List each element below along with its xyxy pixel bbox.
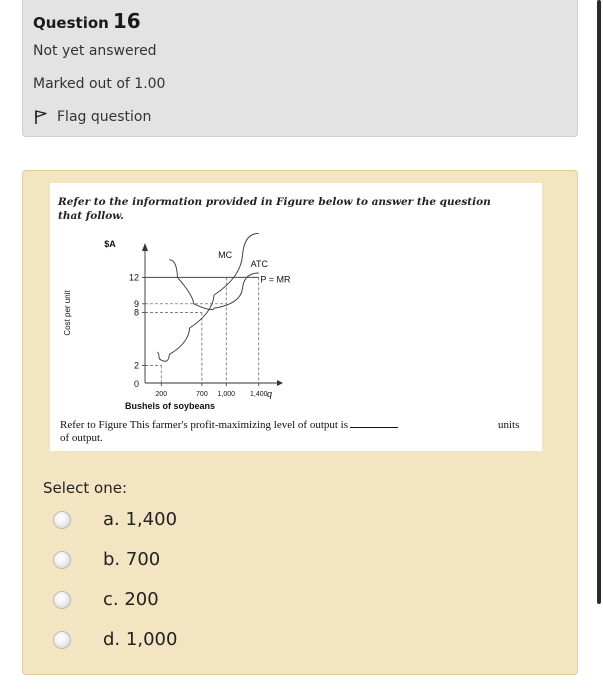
question-number: 16 (112, 9, 141, 33)
y-tick-0: 0 (133, 379, 139, 389)
question-prompt-tail: of output. (60, 432, 103, 444)
option-b[interactable] (53, 549, 160, 570)
x-axis-label: Bushels of soybeans (124, 401, 216, 411)
x-tick-200: 200 (155, 391, 168, 398)
question-prompt-text: Refer to Figure This farmer's profit-maximizing level of output is (60, 419, 349, 431)
question-marks: Marked out of 1.00 (33, 76, 166, 92)
label-atc: ATC (250, 258, 268, 269)
y-axis-unit: $A (104, 239, 116, 249)
flag-icon (33, 109, 49, 125)
x-tick-700: 700 (196, 391, 208, 398)
y-axis-arrow (142, 243, 148, 251)
option-d-letter: d. (103, 629, 121, 650)
option-a-label (103, 509, 177, 530)
option-c-letter: c. (103, 589, 119, 610)
option-d-text: 1,000 (125, 629, 178, 650)
y-axis-label: Cost per unit (63, 290, 72, 336)
option-c-label (103, 589, 159, 610)
label-p-mr: P = MR (260, 274, 291, 285)
option-d[interactable] (53, 629, 177, 650)
option-a-radio[interactable] (53, 511, 71, 529)
option-c-radio[interactable] (53, 591, 71, 609)
flag-question-label: Flag question (57, 109, 152, 125)
question-prompt (60, 419, 500, 445)
option-b-text: 700 (125, 549, 161, 570)
cost-chart (50, 233, 310, 413)
answer-blank (350, 427, 398, 428)
x-axis-arrow (277, 380, 283, 386)
question-units: units (498, 419, 520, 431)
series-mc (157, 233, 259, 361)
y-tick-labels (129, 272, 145, 389)
chart-series (145, 233, 291, 361)
question-figure (50, 183, 542, 451)
option-b-label (103, 549, 160, 570)
option-b-radio[interactable] (53, 551, 71, 569)
x-tick-labels (155, 383, 267, 398)
option-d-label (103, 629, 177, 650)
option-d-radio[interactable] (53, 631, 71, 649)
option-a[interactable] (53, 509, 177, 530)
x-tick-1000: 1,000 (217, 391, 236, 398)
label-mc: MC (218, 250, 233, 261)
option-c[interactable] (53, 589, 159, 610)
question-title (33, 9, 141, 33)
page-scrollbar[interactable] (597, 0, 601, 604)
x-tick-1400: 1,400 (249, 391, 268, 398)
question-label: Question (33, 14, 109, 32)
question-status: Not yet answered (33, 43, 157, 59)
option-b-letter: b. (103, 549, 121, 570)
option-c-text: 200 (124, 589, 159, 610)
series-atc (169, 260, 258, 310)
select-one-label: Select one: (43, 479, 128, 497)
option-a-letter: a. (103, 509, 120, 530)
x-axis-q-label: q (267, 389, 273, 399)
question-content-panel (22, 170, 578, 675)
option-a-text: 1,400 (125, 509, 178, 530)
y-tick-2: 2 (133, 360, 139, 371)
question-info-panel (22, 0, 578, 137)
figure-instruction: Refer to the information provided in Figure below to answer the question that follow. (58, 196, 491, 222)
flag-question-link[interactable] (33, 109, 151, 125)
y-tick-12: 12 (128, 272, 139, 283)
y-tick-8: 8 (133, 307, 139, 318)
y-tick-9: 9 (133, 298, 139, 309)
